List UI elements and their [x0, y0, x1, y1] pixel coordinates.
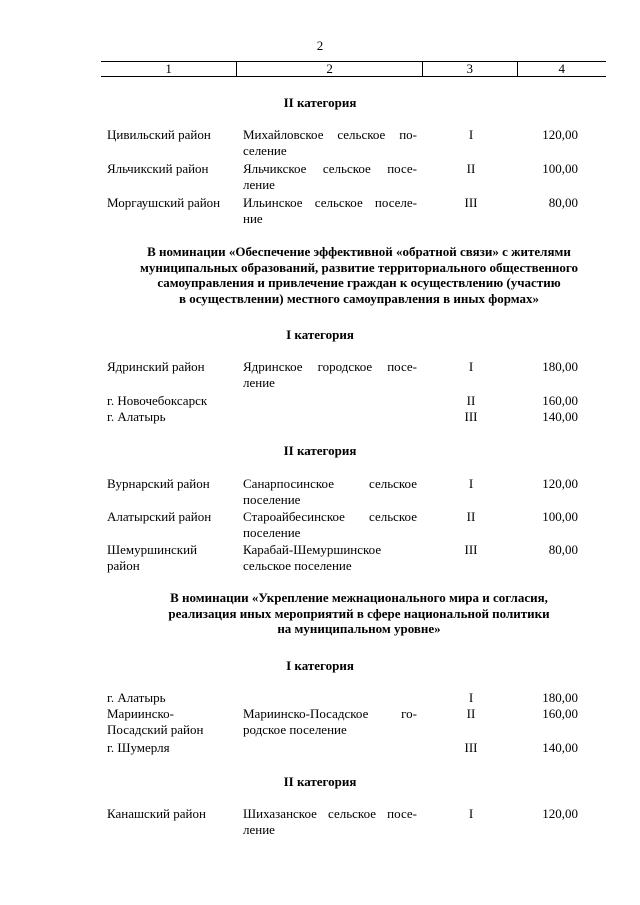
- settlement-cell: [243, 706, 417, 737]
- amount-cell: 180,00: [542, 359, 578, 374]
- nomination-title-line: на муниципальном уровне»: [277, 621, 441, 637]
- settlement-line: Шихазанское сельское посе-: [243, 806, 417, 821]
- settlement-cell: [243, 509, 417, 540]
- category-heading: I категория: [286, 658, 354, 673]
- category-heading: II категория: [283, 95, 357, 110]
- settlement-line: ление: [243, 374, 275, 390]
- nomination-title-line: муниципальных образований, развитие территориального общественного: [140, 259, 578, 275]
- district-cell: г. Алатырь: [107, 409, 166, 424]
- amount-cell: 120,00: [542, 806, 578, 821]
- settlement-line: сельское поселение: [243, 557, 352, 573]
- district-cell: Ядринский район: [107, 359, 205, 374]
- place-cell: II: [466, 161, 476, 176]
- district-line: Шемуршинский: [107, 542, 198, 557]
- district-line: район: [107, 557, 140, 573]
- district-cell: [107, 542, 237, 573]
- nomination-title: [110, 590, 608, 637]
- settlement-cell: [243, 359, 417, 390]
- nomination-title-line: В номинации «Обеспечение эффективной «обратной связи» с жителями: [147, 244, 571, 259]
- settlement-line: ление: [243, 176, 275, 192]
- column-header-4: 4: [517, 62, 606, 77]
- settlement-cell: [243, 806, 417, 837]
- district-cell: Моргаушский район: [107, 195, 221, 210]
- place-cell: I: [468, 359, 474, 374]
- category-heading: II категория: [283, 443, 357, 458]
- amount-cell: 80,00: [548, 542, 578, 557]
- settlement-cell: [243, 542, 417, 573]
- place-cell: III: [464, 195, 478, 210]
- amount-cell: 100,00: [542, 161, 578, 176]
- district-line: Мариинско-: [107, 706, 174, 721]
- place-cell: I: [468, 806, 474, 821]
- settlement-line: Михайловское сельское по-: [243, 127, 417, 142]
- nomination-title-line: реализация иных мероприятий в сфере национальной политики: [168, 605, 550, 621]
- settlement-line: поселение: [243, 524, 301, 540]
- place-cell: II: [466, 706, 476, 721]
- district-cell: Алатырский район: [107, 509, 212, 524]
- column-header-3: 3: [423, 62, 517, 77]
- place-cell: I: [468, 690, 474, 705]
- amount-cell: 120,00: [542, 127, 578, 142]
- amount-cell: 160,00: [542, 706, 578, 721]
- settlement-line: ние: [243, 210, 263, 226]
- district-cell: г. Алатырь: [107, 690, 166, 705]
- settlement-line: ление: [243, 821, 275, 837]
- nomination-title: [110, 244, 608, 306]
- settlement-line: родское поселение: [243, 721, 347, 737]
- amount-cell: 80,00: [548, 195, 578, 210]
- place-cell: I: [468, 476, 474, 491]
- settlement-line: Карабай-Шемуршинское: [243, 542, 382, 557]
- district-cell: Яльчикский район: [107, 161, 209, 176]
- amount-cell: 140,00: [542, 740, 578, 755]
- amount-cell: 160,00: [542, 393, 578, 408]
- district-cell: г. Новочебоксарск: [107, 393, 208, 408]
- page-number: 2: [316, 38, 324, 53]
- column-header-2: 2: [237, 62, 423, 77]
- place-cell: III: [464, 740, 478, 755]
- settlement-cell: [243, 476, 417, 507]
- column-header-table: [101, 61, 606, 77]
- settlement-line: поселение: [243, 491, 301, 507]
- nomination-title-line: В номинации «Укрепление межнационального мира и согласия,: [170, 590, 548, 605]
- settlement-line: Ильинское сельское поселе-: [243, 195, 417, 210]
- nomination-title-line: самоуправления и привлечение граждан к осуществлению (участию: [157, 275, 561, 291]
- place-cell: III: [464, 409, 478, 424]
- settlement-line: Староайбесинское сельское: [243, 509, 417, 524]
- district-cell: Канашский район: [107, 806, 206, 821]
- settlement-line: Ядринское городское посе-: [243, 359, 417, 374]
- district-cell: [107, 706, 237, 737]
- place-cell: II: [466, 509, 476, 524]
- settlement-cell: [243, 127, 417, 158]
- nomination-title-line: в осуществлении) местного самоуправления в иных формах»: [178, 290, 540, 306]
- district-cell: г. Шумерля: [107, 740, 170, 755]
- category-heading: I категория: [286, 327, 354, 342]
- amount-cell: 180,00: [542, 690, 578, 705]
- place-cell: I: [468, 127, 474, 142]
- district-cell: Цивильский район: [107, 127, 211, 142]
- place-cell: II: [466, 393, 476, 408]
- column-header-1: 1: [101, 62, 237, 77]
- settlement-cell: [243, 195, 417, 226]
- settlement-line: Санарпосинское сельское: [243, 476, 417, 491]
- settlement-line: селение: [243, 142, 287, 158]
- settlement-line: Мариинско-Посадское го-: [243, 706, 417, 721]
- place-cell: III: [464, 542, 478, 557]
- settlement-cell: [243, 161, 417, 192]
- district-cell: Вурнарский район: [107, 476, 210, 491]
- category-heading: II категория: [283, 774, 357, 789]
- amount-cell: 140,00: [542, 409, 578, 424]
- amount-cell: 100,00: [542, 509, 578, 524]
- amount-cell: 120,00: [542, 476, 578, 491]
- district-line: Посадский район: [107, 721, 204, 737]
- settlement-line: Яльчикское сельское посе-: [243, 161, 417, 176]
